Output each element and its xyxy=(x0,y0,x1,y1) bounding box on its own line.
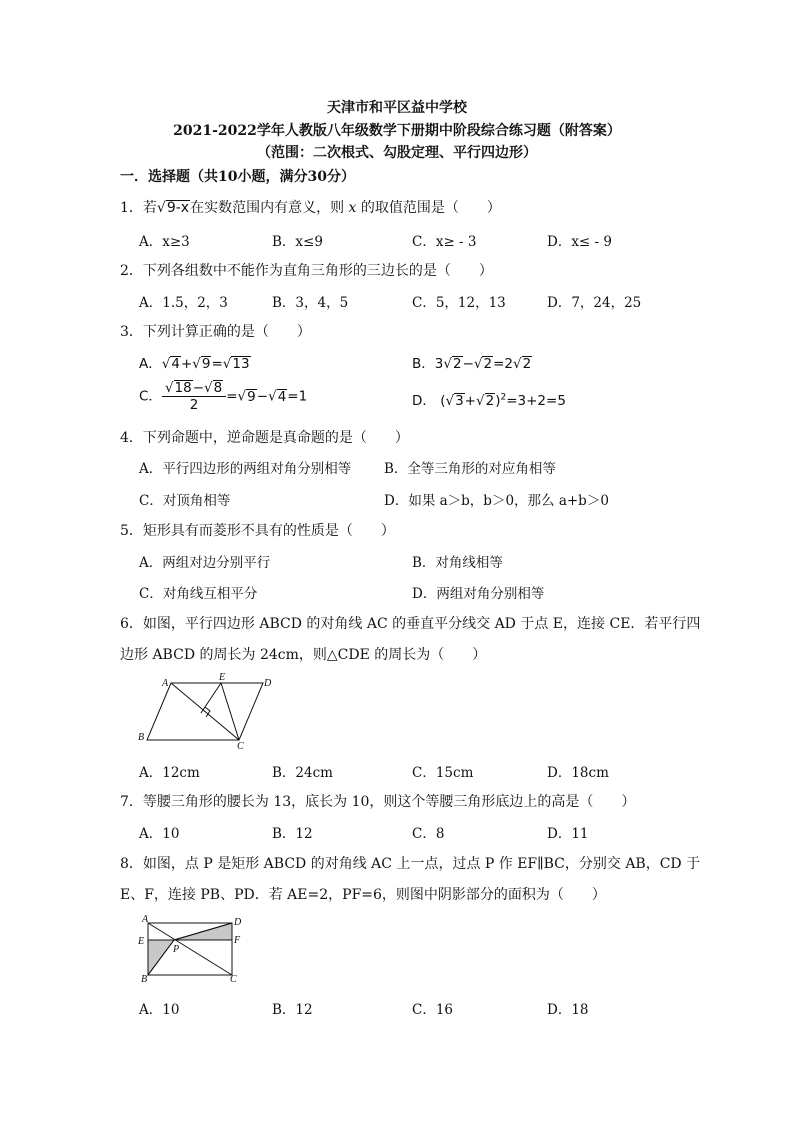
q6-option-d[interactable]: D．18cm xyxy=(547,765,609,781)
q3-option-d[interactable]: D． $(√3+√2)^2=3+2=5$ xyxy=(412,392,566,409)
q8-option-b[interactable]: B．12 xyxy=(272,1002,313,1018)
question-6-line2: 边形 ABCD 的周长为 24cm，则△CDE 的周长为（ ） xyxy=(120,647,487,663)
q6-option-b[interactable]: B．24cm xyxy=(272,765,333,781)
q3-option-b[interactable]: B．3√2−√2=2√2 xyxy=(412,356,532,372)
q5-option-a[interactable]: A．两组对边分别平行 xyxy=(139,555,271,571)
label-b: B xyxy=(138,732,145,743)
q5-option-c[interactable]: C．对角线互相平分 xyxy=(139,586,258,602)
rectangle-figure xyxy=(136,912,251,984)
q4-option-d[interactable]: D．如果 a＞b，b＞0，那么 a+b＞0 xyxy=(384,493,609,509)
q4-option-c[interactable]: C．对顶角相等 xyxy=(139,493,231,509)
perpendicular-bisector xyxy=(201,683,221,713)
q3-option-c[interactable]: C． $\frac{√18-√8}{2}$ =√9−√4=1 xyxy=(139,380,308,413)
q1-text: 在实数范围内有意义，则 xyxy=(190,200,345,216)
q1-option-b[interactable]: B．x≤9 xyxy=(272,234,323,250)
q1-number: 1．若 xyxy=(120,200,157,216)
question-7: 7．等腰三角形的腰长为 13，底长为 10，则这个等腰三角形底边上的高是（ ） xyxy=(120,794,636,810)
label-d: D xyxy=(264,678,272,689)
q7-option-c[interactable]: C．8 xyxy=(412,826,445,842)
label-e: E xyxy=(138,936,145,947)
q1-tail: 的取值范围是（ ） xyxy=(360,200,501,216)
q1-option-d[interactable]: D．x≤ - 9 xyxy=(547,234,612,250)
q7-option-d[interactable]: D．11 xyxy=(547,826,589,842)
q8-option-d[interactable]: D．18 xyxy=(547,1002,589,1018)
q1-sqrt: √9-x xyxy=(156,200,190,216)
q4-option-a[interactable]: A．平行四边形的两组对角分别相等 xyxy=(139,461,352,477)
q6-option-a[interactable]: A．12cm xyxy=(139,765,200,781)
q5-option-b[interactable]: B．对角线相等 xyxy=(412,555,503,571)
q7-option-b[interactable]: B．12 xyxy=(272,826,313,842)
q2-option-b[interactable]: B．3，4，5 xyxy=(272,295,349,311)
question-4: 4．下列命题中，逆命题是真命题的是（ ） xyxy=(120,430,409,446)
question-6-line1: 6．如图，平行四边形 ABCD 的对角线 AC 的垂直平分线交 AD 于点 E，连接 CE．若平行四 xyxy=(120,616,701,632)
label-b: B xyxy=(141,974,148,984)
q1-radicand: 9-x xyxy=(166,200,190,216)
q1-option-a[interactable]: A．x≥3 xyxy=(139,234,190,250)
q2-option-a[interactable]: A．1.5，2，3 xyxy=(139,295,228,311)
exam-title: 2021-2022学年人教版八年级数学下册期中阶段综合练习题（附答案） xyxy=(173,123,621,139)
q1-var: x xyxy=(348,200,357,216)
label-c: C xyxy=(237,741,244,752)
label-f: F xyxy=(234,935,241,946)
q8-option-c[interactable]: C．16 xyxy=(412,1002,454,1018)
label-a: A xyxy=(142,914,149,925)
q8-option-a[interactable]: A．10 xyxy=(139,1002,180,1018)
question-8-line1: 8．如图，点 P 是矩形 ABCD 的对角线 AC 上一点，过点 P 作 EF∥BC，分别交 AB，CD 于 xyxy=(120,856,701,872)
question-8-line2: E、F，连接 PB、PD．若 AE=2，PF=6，则图中阴影部分的面积为（ ） xyxy=(120,887,606,903)
q2-option-d[interactable]: D．7，24，25 xyxy=(547,295,642,311)
question-3: 3．下列计算正确的是（ ） xyxy=(120,324,311,340)
label-a: A xyxy=(162,678,169,689)
parallelogram-figure xyxy=(135,672,280,752)
label-c: C xyxy=(230,974,237,984)
q7-option-a[interactable]: A．10 xyxy=(139,826,180,842)
q3-option-a[interactable]: A．√4+√9=√13 xyxy=(139,356,250,372)
q2-option-c[interactable]: C．5，12，13 xyxy=(412,295,506,311)
q6-option-c[interactable]: C．15cm xyxy=(412,765,474,781)
segment-ce xyxy=(221,683,239,740)
q5-option-d[interactable]: D．两组对角分别相等 xyxy=(412,586,545,602)
question-2: 2．下列各组数中不能作为直角三角形的三边长的是（ ） xyxy=(120,263,493,279)
label-d: D xyxy=(234,917,242,928)
exam-range: （范围：二次根式、勾股定理、平行四边形） xyxy=(257,145,537,161)
diagonal-ac xyxy=(171,683,239,740)
q4-option-b[interactable]: B．全等三角形的对应角相等 xyxy=(384,461,556,477)
question-5: 5．矩形具有而菱形不具有的性质是（ ） xyxy=(120,523,395,539)
label-e: E xyxy=(219,672,226,683)
section-heading: 一．选择题（共10小题，满分30分） xyxy=(120,169,355,185)
q1-option-c[interactable]: C．x≥ - 3 xyxy=(412,234,477,250)
question-1 xyxy=(120,197,501,217)
school-name: 天津市和平区益中学校 xyxy=(327,100,467,116)
label-p: P xyxy=(173,944,180,955)
